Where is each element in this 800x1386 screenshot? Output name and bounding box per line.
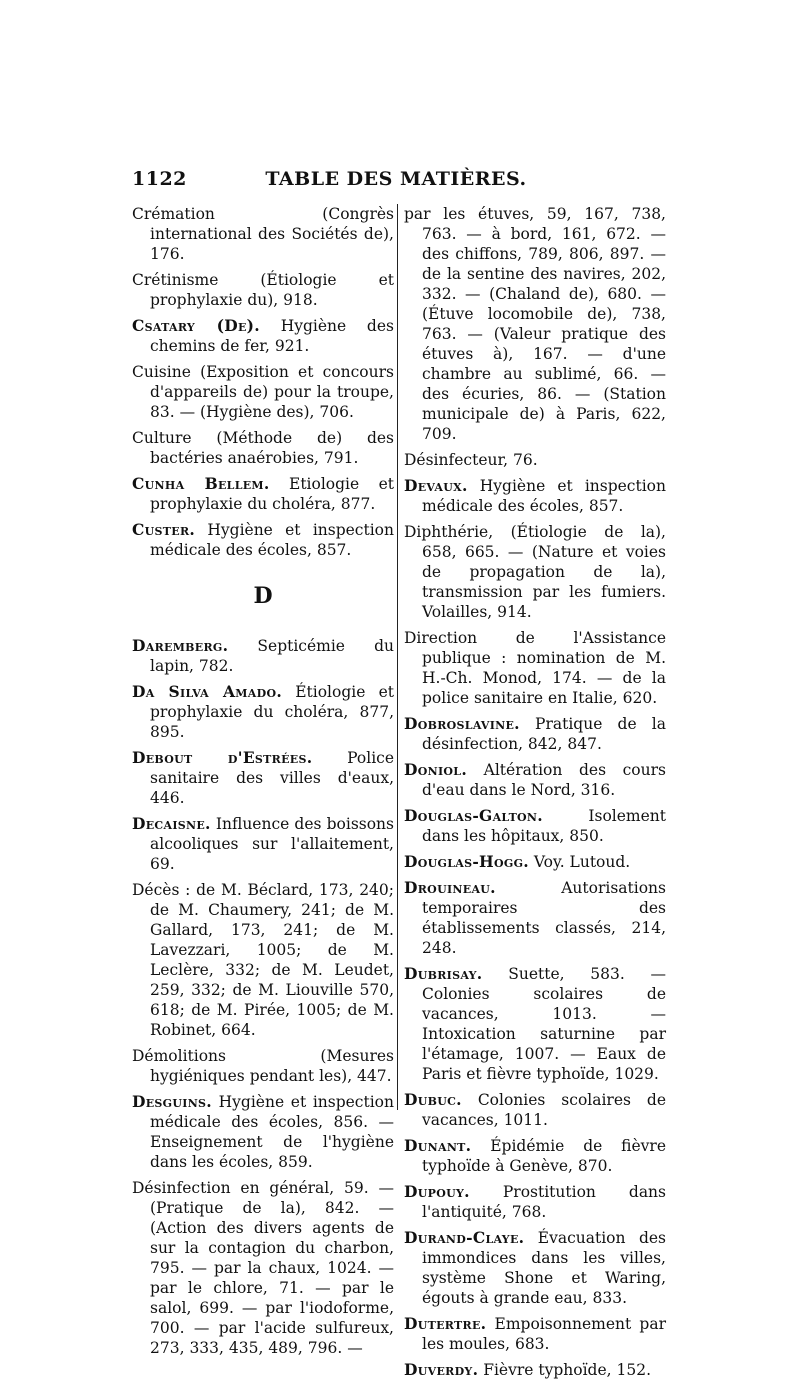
index-entry	[132, 748, 394, 808]
entry-text: Septicémie du lapin, 782.	[150, 637, 394, 675]
index-entry	[404, 450, 666, 470]
left-column	[132, 204, 394, 1364]
entry-text: Police sanitaire des villes d'eaux, 446.	[150, 749, 394, 807]
index-entry	[404, 522, 666, 622]
entry-author: Duverdy.	[404, 1360, 479, 1379]
index-entry	[404, 628, 666, 708]
index-entry	[132, 880, 394, 1040]
entry-text: Étiologie et prophylaxie du choléra, 877, 895.	[150, 683, 394, 741]
entry-author: Csatary (De).	[132, 316, 260, 335]
index-entry	[132, 1046, 394, 1086]
entries-c	[132, 204, 394, 560]
entry-text: Suette, 583. — Colonies scolaires de vacances, 1013. — Intoxication saturnine par l'étamage, 1007. — Eaux de Paris et fièvre typhoïde, 1029.	[422, 965, 666, 1083]
index-entry	[404, 1228, 666, 1308]
index-entry	[132, 316, 394, 356]
entry-text: Désinfecteur, 76.	[404, 451, 538, 469]
entry-text: Etiologie et prophylaxie du choléra, 877.	[150, 475, 394, 513]
entry-text: Crétinisme (Étiologie et prophylaxie du), 918.	[132, 271, 394, 309]
entries-right	[404, 204, 666, 1380]
entry-text: Culture (Méthode de) des bactéries anaérobies, 791.	[132, 429, 394, 467]
entry-author: Daremberg.	[132, 636, 229, 655]
entry-text: Hygiène et inspection médicale des écoles, 857.	[150, 521, 394, 559]
entry-text: Désinfection en général, 59. — (Pratique de la), 842. — (Action des divers agents de sur la contagion du charbon, 795. — par la chaux, 1024. — par le chlore, 71. — par le salol, 699. — par l'iodoforme, 700. — par l'acide sulfureux, 273, 333, 435, 489, 796. —	[132, 1179, 394, 1357]
index-entry	[132, 428, 394, 468]
entry-author: Desguins.	[132, 1092, 212, 1111]
index-entry	[132, 1092, 394, 1172]
entry-text: Empoisonnement par les moules, 683.	[422, 1315, 666, 1353]
entry-author: Da Silva Amado.	[132, 682, 283, 701]
entry-author: Dobroslavine.	[404, 714, 520, 733]
index-entry	[404, 852, 666, 872]
entry-text: par les étuves, 59, 167, 738, 763. — à bord, 161, 672. — des chiffons, 789, 806, 897. — de la sentine des navires, 202, 332. — (Chaland de), 680. — (Étuve locomobile de), 738, 763. — (Valeur pratique des étuves à), 167. — d'une chambre au sublimé, 66. — des écuries, 86. — (Station municipale de) à Paris, 622, 709.	[404, 205, 666, 443]
entry-text: Direction de l'Assistance publique : nomination de M. H.-Ch. Monod, 174. — de la police sanitaire en Italie, 620.	[404, 629, 666, 707]
entry-author: Cunha Bellem.	[132, 474, 270, 493]
entry-text: Hygiène et inspection médicale des écoles, 856. — Enseignement de l'hygiène dans les écoles, 859.	[150, 1093, 394, 1171]
entry-text: Cuisine (Exposition et concours d'appareils de) pour la troupe, 83. — (Hygiène des), 706.	[132, 363, 394, 421]
page-number: 1122	[132, 168, 187, 190]
entry-author: Dubrisay.	[404, 964, 483, 983]
index-entry	[404, 1314, 666, 1354]
entry-author: Dunant.	[404, 1136, 472, 1155]
entry-author: Devaux.	[404, 476, 468, 495]
index-entry	[404, 760, 666, 800]
entry-text: Autorisations temporaires des établissements classés, 214, 248.	[422, 879, 666, 957]
index-entry	[404, 964, 666, 1084]
running-title: TABLE DES MATIÈRES.	[265, 168, 527, 190]
index-entry	[404, 476, 666, 516]
entry-text: Hygiène et inspection médicale des écoles, 857.	[422, 477, 666, 515]
index-entry	[132, 814, 394, 874]
entry-text: Voy. Lutoud.	[528, 853, 631, 871]
entry-text: Altération des cours d'eau dans le Nord, 316.	[422, 761, 666, 799]
entry-text: Influence des boissons alcooliques sur l'allaitement, 69.	[150, 815, 394, 873]
entry-author: Decaisne.	[132, 814, 211, 833]
column-divider	[397, 204, 398, 1110]
entry-author: Doniol.	[404, 760, 468, 779]
entry-text: Diphthérie, (Étiologie de la), 658, 665. — (Nature et voies de propagation de la), transmission par les fumiers. Volailles, 914.	[404, 523, 666, 621]
index-entry	[132, 474, 394, 514]
entry-text: Isolement dans les hôpitaux, 850.	[422, 807, 666, 845]
entry-text: Hygiène des chemins de fer, 921.	[150, 317, 394, 355]
entry-text: Fièvre typhoïde, 152.	[478, 1361, 652, 1379]
right-column	[404, 204, 666, 1386]
index-entry	[132, 204, 394, 264]
index-entry	[404, 204, 666, 444]
index-entry	[132, 520, 394, 560]
index-entry	[404, 878, 666, 958]
entry-author: Douglas-Hogg.	[404, 852, 529, 871]
index-entry	[132, 636, 394, 676]
entry-text: Pratique de la désinfection, 842, 847.	[422, 715, 666, 753]
index-entry	[132, 1178, 394, 1358]
entry-text: Colonies scolaires de vacances, 1011.	[422, 1091, 666, 1129]
index-entry	[132, 682, 394, 742]
entries-d	[132, 636, 394, 1358]
index-entry	[404, 806, 666, 846]
entry-text: Décès : de M. Béclard, 173, 240; de M. Chaumery, 241; de M. Gallard, 173, 241; de M. Lavezzari, 1005; de M. Leclère, 332; de M. Leudet, 259, 332; de M. Liouville 570, 618; de M. Pirée, 1005; de M. Robinet, 664.	[132, 881, 394, 1039]
entry-author: Debout d'Estrées.	[132, 748, 313, 767]
entry-author: Drouineau.	[404, 878, 496, 897]
index-entry	[404, 1360, 666, 1380]
index-entry	[404, 1182, 666, 1222]
section-letter: D	[253, 583, 273, 609]
page-header	[132, 168, 660, 198]
entry-author: Dubuc.	[404, 1090, 462, 1109]
entry-text: Démolitions (Mesures hygiéniques pendant les), 447.	[132, 1047, 394, 1085]
entry-text: Crémation (Congrès international des Sociétés de), 176.	[132, 205, 394, 263]
entry-text: Épidémie de fièvre typhoïde à Genève, 870.	[422, 1137, 666, 1175]
entry-text: Évacuation des immondices dans les villes, système Shone et Waring, égouts à grande eau, 833.	[422, 1229, 666, 1307]
index-entry	[404, 1090, 666, 1130]
entry-author: Dupouy.	[404, 1182, 470, 1201]
entry-author: Dutertre.	[404, 1314, 487, 1333]
entry-author: Douglas-Galton.	[404, 806, 543, 825]
entry-author: Custer.	[132, 520, 196, 539]
index-entry	[404, 1136, 666, 1176]
index-entry	[404, 714, 666, 754]
index-entry	[132, 270, 394, 310]
entry-author: Durand-Claye.	[404, 1228, 525, 1247]
entry-text: Prostitution dans l'antiquité, 768.	[422, 1183, 666, 1221]
index-entry	[132, 362, 394, 422]
